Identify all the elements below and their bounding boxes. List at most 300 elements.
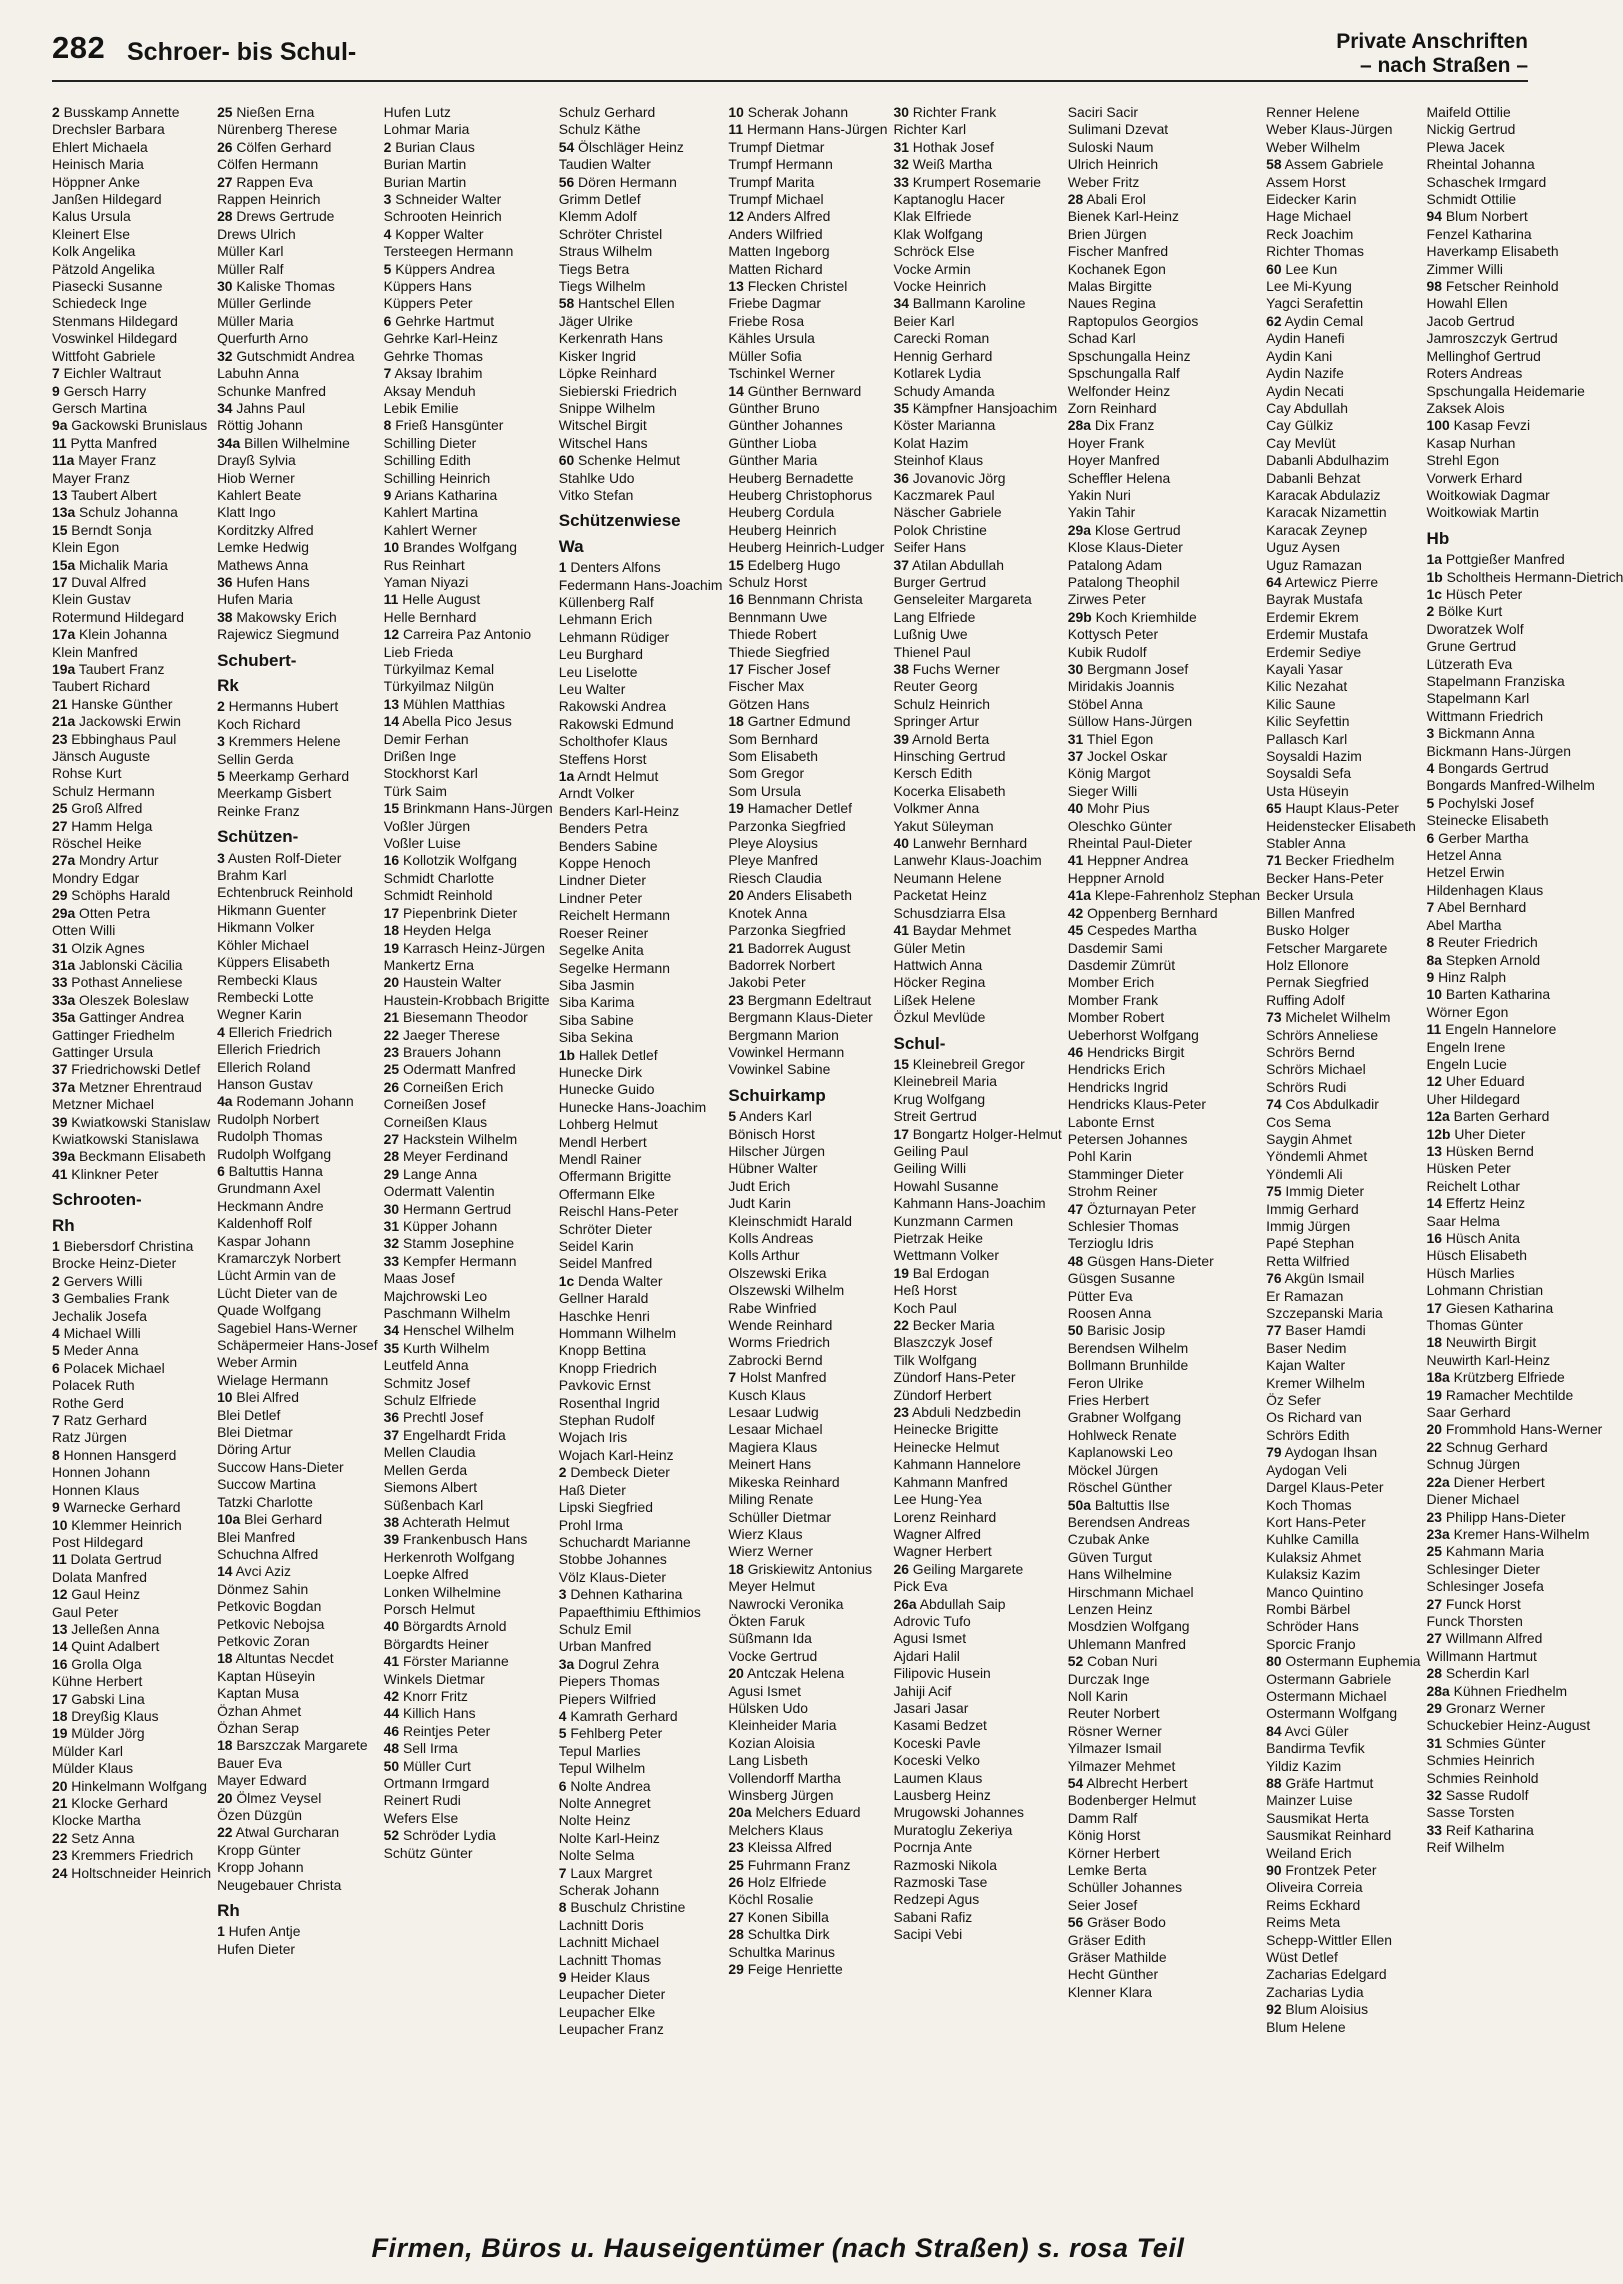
resident-entry: Weber Armin	[217, 1354, 298, 1371]
resident-entry: Som Elisabeth	[728, 748, 818, 765]
resident-entry: Steinecke Elisabeth	[1426, 812, 1549, 829]
house-number: 20	[383, 974, 400, 991]
resident-entry: Günther Johannes	[728, 417, 843, 434]
resident-entry: Bennmann Uwe	[728, 608, 828, 625]
resident-entry: Hanson Gustav	[217, 1075, 313, 1092]
resident-entry: Succow Martina	[217, 1476, 316, 1493]
house-number: 37a	[52, 1078, 76, 1095]
resident-entry: Thiede Robert	[728, 626, 817, 643]
resident-entry: Schilling Dieter	[383, 434, 477, 451]
resident-entry: 11 Engeln Hannelore	[1426, 1021, 1557, 1038]
resident-entry: Wojach Karl-Heinz	[558, 1446, 674, 1463]
resident-entry: Hage Michael	[1266, 208, 1352, 225]
resident-entry: Voswinkel Hildegard	[52, 330, 178, 347]
resident-entry: Rudolph Norbert	[217, 1110, 319, 1127]
house-number: 7	[52, 1412, 60, 1429]
resident-entry: Baser Nedim	[1266, 1339, 1347, 1356]
resident-entry: Diener Michael	[1426, 1491, 1520, 1508]
house-number: 28	[1426, 1665, 1442, 1682]
resident-entry: Olszewski Wilhelm	[728, 1282, 845, 1299]
resident-entry: Haustein-Krobbach Brigitte	[383, 991, 550, 1008]
resident-entry: 5 Meerkamp Gerhard	[217, 768, 350, 785]
house-number: 26	[893, 1560, 909, 1577]
resident-entry: 40 Lanwehr Bernhard	[893, 835, 1028, 852]
house-number: 21	[52, 1795, 68, 1811]
resident-entry: Günther Maria	[728, 452, 818, 469]
resident-entry: Schrooten Heinrich	[383, 208, 502, 225]
resident-entry: Küppers Elisabeth	[217, 954, 330, 971]
resident-entry: Rothe Gerd	[52, 1394, 124, 1411]
house-number: 28a	[1426, 1682, 1450, 1699]
resident-entry: Erdemir Ekrem	[1266, 608, 1359, 625]
resident-entry: 16 Bennmann Christa	[728, 591, 863, 608]
resident-entry: Hunecke Hans-Joachim	[558, 1098, 707, 1115]
house-number: 14	[217, 1563, 233, 1580]
house-number: 17	[1426, 1299, 1442, 1316]
resident-entry: Schulz Elfriede	[383, 1392, 477, 1409]
resident-entry: Packetat Heinz	[893, 887, 987, 904]
resident-entry: Rakowski Edmund	[558, 715, 674, 732]
resident-entry: Woitkowiak Dagmar	[1426, 486, 1550, 503]
house-number: 25	[52, 800, 68, 817]
resident-entry: Loepke Alfred	[383, 1566, 469, 1583]
resident-entry: Uguz Ramazan	[1266, 556, 1362, 573]
resident-entry: Schulz Gerhard	[558, 104, 656, 120]
house-number: 21a	[52, 713, 76, 730]
resident-entry: Vowinkel Hermann	[728, 1043, 845, 1060]
resident-entry: Drechsler Barbara	[52, 121, 165, 138]
resident-entry: Odermatt Valentin	[383, 1183, 495, 1200]
house-number: 64	[1266, 573, 1282, 590]
resident-entry: Grune Gertrud	[1426, 638, 1517, 655]
street-heading: Rh	[217, 1901, 240, 1921]
resident-entry: 34 Henschel Wilhelm	[383, 1322, 515, 1339]
house-number: 10	[728, 104, 744, 120]
resident-entry: 29 Lange Anna	[383, 1165, 478, 1182]
resident-entry: Schunke Manfred	[217, 382, 326, 399]
house-number: 22a	[1426, 1473, 1450, 1490]
house-number: 15	[893, 1055, 909, 1072]
resident-entry: Winkels Dietmar	[383, 1670, 485, 1687]
resident-entry: Neugebauer Christa	[217, 1876, 342, 1893]
directory-column	[1266, 104, 1420, 2200]
house-number: 10	[217, 1389, 233, 1406]
house-number: 29b	[1067, 608, 1092, 625]
resident-entry: Lücht Armin van de	[217, 1267, 336, 1284]
resident-entry: 8 Honnen Hansgerd	[52, 1446, 177, 1463]
resident-entry: 60 Schenke Helmut	[558, 452, 680, 469]
resident-entry: Hüsken Peter	[1426, 1160, 1511, 1177]
resident-entry: Kersch Edith	[893, 765, 973, 782]
resident-entry: Bandirma Tevfik	[1266, 1740, 1365, 1757]
resident-entry: 28 Drews Gertrude	[217, 208, 335, 225]
resident-entry: Klose Klaus-Dieter	[1067, 539, 1183, 556]
house-number: 32	[1426, 1787, 1442, 1803]
resident-entry: Meerkamp Gisbert	[217, 785, 332, 802]
resident-entry: Straus Wilhelm	[558, 243, 653, 260]
directory-columns	[52, 104, 1623, 2200]
resident-entry: Zirwes Peter	[1067, 591, 1146, 608]
resident-entry: Billen Manfred	[1266, 904, 1355, 921]
resident-entry: 31 Thiel Egon	[1067, 730, 1154, 747]
resident-entry: Uhlemann Manfred	[1067, 1635, 1186, 1652]
house-number: 16	[728, 591, 744, 608]
page-number: 282	[52, 30, 106, 65]
resident-entry: Benders Sabine	[558, 837, 658, 854]
house-number: 31a	[52, 956, 76, 973]
resident-entry: Schilling Edith	[383, 452, 471, 469]
resident-entry: 19 Hamacher Detlef	[728, 800, 852, 817]
resident-entry: Wittmann Friedrich	[1426, 707, 1544, 724]
resident-entry: Yöndemli Ali	[1266, 1165, 1343, 1182]
resident-entry: Heuberg Christophorus	[728, 486, 873, 503]
resident-entry: Pallasch Karl	[1266, 730, 1348, 747]
house-number: 4	[383, 225, 392, 242]
resident-entry: Plewa Jacek	[1426, 138, 1505, 155]
resident-entry: 92 Blum Aloisius	[1266, 2001, 1369, 2018]
resident-entry: Knopp Bettina	[558, 1342, 647, 1359]
house-number: 19a	[52, 661, 76, 677]
resident-entry: Schusdziarra Elsa	[893, 904, 1006, 921]
resident-entry: Schmies Heinrich	[1426, 1752, 1535, 1769]
resident-entry: Ostermann Gabriele	[1266, 1670, 1392, 1687]
resident-entry: Spschungalla Ralf	[1067, 365, 1180, 382]
resident-entry: Hetzel Anna	[1426, 847, 1502, 864]
resident-entry: Haverkamp Elisabeth	[1426, 243, 1559, 260]
resident-entry: Damm Ralf	[1067, 1809, 1138, 1826]
resident-entry: Lanwehr Klaus-Joachim	[893, 852, 1042, 869]
house-number: 35	[383, 1339, 400, 1356]
resident-entry: Kilic Nezahat	[1266, 678, 1348, 695]
resident-entry: 20 Ölmez Veysel	[217, 1789, 322, 1806]
street-heading: Rh	[52, 1215, 75, 1235]
resident-entry: 27 Funck Horst	[1426, 1595, 1521, 1612]
resident-entry: Heckmann Andre	[217, 1197, 324, 1214]
resident-entry: Sporcic Franjo	[1266, 1635, 1356, 1652]
house-number: 5	[217, 768, 225, 785]
resident-entry: Renner Helene	[1266, 104, 1360, 120]
resident-entry: Stobbe Johannes	[558, 1551, 667, 1568]
house-number: 5	[558, 1725, 567, 1742]
resident-entry: Leupacher Elke	[558, 2003, 656, 2020]
resident-entry: 29 Feige Henriette	[728, 1961, 843, 1978]
street-heading: Schützen-	[217, 827, 299, 847]
resident-entry: Yakin Nuri	[1067, 486, 1131, 503]
house-number: 3	[1426, 725, 1435, 742]
house-number: 19	[893, 1264, 909, 1281]
resident-entry: Kerkenrath Hans	[558, 330, 663, 347]
resident-entry: Lee Hung-Yea	[893, 1491, 982, 1508]
resident-entry: Seidel Manfred	[558, 1255, 653, 1272]
resident-entry: 5 Küppers Andrea	[383, 260, 495, 277]
resident-entry: Bickmann Hans-Jürgen	[1426, 742, 1571, 759]
resident-entry: Maifeld Ottilie	[1426, 104, 1511, 120]
resident-entry: Stabler Anna	[1266, 835, 1346, 852]
house-number: 20	[217, 1789, 233, 1806]
resident-entry: 19 Ramacher Mechtilde	[1426, 1386, 1574, 1403]
resident-entry: 52 Coban Nuri	[1067, 1653, 1158, 1670]
resident-entry: Kilic Seyfettin	[1266, 713, 1350, 730]
resident-entry: Lützerath Eva	[1426, 655, 1513, 672]
resident-entry: Hennig Gerhard	[893, 347, 993, 364]
resident-entry: Türkyilmaz Nilgün	[383, 678, 495, 695]
resident-entry: Kulaksiz Ahmet	[1266, 1548, 1362, 1565]
resident-entry: Aksay Menduh	[383, 382, 476, 399]
house-number: 1c	[1426, 585, 1442, 602]
resident-entry: Schilling Heinrich	[383, 469, 491, 486]
resident-entry: Hoyer Frank	[1067, 434, 1145, 451]
resident-entry: Yakin Tahir	[1067, 504, 1136, 521]
resident-entry: Heinecke Brigitte	[893, 1421, 999, 1438]
resident-entry: 15 Kleinebreil Gregor	[893, 1055, 1025, 1072]
resident-entry: 13 Flecken Christel	[728, 278, 848, 295]
resident-entry: Siba Jasmin	[558, 976, 635, 993]
resident-entry: 29 Schöphs Harald	[52, 887, 171, 904]
house-number: 21	[728, 939, 744, 956]
resident-entry: Türkyilmaz Kemal	[383, 661, 495, 677]
house-number: 17	[383, 904, 400, 921]
resident-entry: Lohberg Helmut	[558, 1116, 658, 1133]
resident-entry: Majchrowski Leo	[383, 1287, 488, 1304]
resident-entry: 2 Hermanns Hubert	[217, 698, 339, 715]
resident-entry: Wojach Iris	[558, 1429, 628, 1446]
resident-entry: 22 Jaeger Therese	[383, 1026, 501, 1043]
resident-entry: Lee Mi-Kyung	[1266, 278, 1352, 295]
resident-entry: 32 Weiß Martha	[893, 156, 993, 173]
resident-entry: Sulimani Dzevat	[1067, 121, 1169, 138]
resident-entry: Gräser Edith	[1067, 1931, 1146, 1948]
resident-entry: Vollendorff Martha	[728, 1769, 841, 1786]
resident-entry: Winsberg Jürgen	[728, 1787, 834, 1803]
house-number: 4	[217, 1023, 225, 1040]
resident-entry: 22 Becker Maria	[893, 1317, 995, 1334]
resident-entry: 74 Cos Abdulkadir	[1266, 1096, 1379, 1113]
house-number: 9	[1426, 968, 1435, 985]
resident-entry: 6 Gerber Martha	[1426, 829, 1529, 846]
house-number: 2	[558, 1464, 567, 1481]
house-number: 30	[383, 1200, 400, 1217]
resident-entry: Reims Eckhard	[1266, 1896, 1361, 1913]
resident-entry: 3 Bickmann Anna	[1426, 725, 1535, 742]
house-number: 1	[558, 559, 567, 576]
resident-entry: Nawrocki Veronika	[728, 1595, 844, 1612]
resident-entry: Ratz Jürgen	[52, 1429, 127, 1446]
resident-entry: Querfurth Arno	[217, 330, 309, 347]
resident-entry: Heinisch Maria	[52, 156, 144, 173]
resident-entry: Jasari Jasar	[893, 1699, 969, 1716]
resident-entry: Hübner Walter	[728, 1160, 818, 1177]
resident-entry: 22 Atwal Gurcharan	[217, 1824, 340, 1841]
resident-entry: 41 Förster Marianne	[383, 1653, 509, 1670]
resident-entry: Vitko Stefan	[558, 486, 634, 503]
house-number: 12	[383, 626, 400, 643]
resident-entry: 18 Heyden Helga	[383, 922, 491, 939]
house-number: 23	[52, 730, 68, 747]
resident-entry: Klocke Martha	[52, 1812, 141, 1829]
resident-entry: Rohse Kurt	[52, 765, 122, 782]
resident-entry: Jäger Ulrike	[558, 312, 633, 329]
resident-entry: Wielage Hermann	[217, 1371, 329, 1388]
house-number: 8a	[1426, 951, 1442, 968]
resident-entry: Hufen Dieter	[217, 1940, 296, 1957]
resident-entry: 58 Hantschel Ellen	[558, 295, 675, 312]
street-heading: Schützenwiese	[558, 511, 681, 531]
resident-entry: 24 Holtschneider Heinrich	[52, 1864, 212, 1881]
resident-entry: Koceski Velko	[893, 1752, 980, 1769]
resident-entry: Karacak Nizamettin	[1266, 504, 1387, 521]
resident-entry: 29a Otten Petra	[52, 904, 151, 921]
resident-entry: Haß Dieter	[558, 1481, 626, 1498]
resident-entry: Sagebiel Hans-Werner	[217, 1319, 358, 1336]
street-heading: Wa	[558, 536, 584, 556]
resident-entry: 31 Hothak Josef	[893, 138, 994, 155]
resident-entry: Metzner Michael	[52, 1096, 154, 1113]
resident-entry: 15 Brinkmann Hans-Jürgen	[383, 800, 553, 817]
resident-entry: Hendricks Erich	[1067, 1061, 1166, 1078]
resident-entry: Höppner Anke	[52, 173, 141, 190]
resident-entry: Kajan Walter	[1266, 1357, 1346, 1374]
resident-entry: Pohl Karin	[1067, 1148, 1132, 1165]
house-number: 33	[383, 1252, 400, 1269]
resident-entry: Matten Richard	[728, 260, 823, 277]
directory-column	[893, 104, 1061, 2200]
resident-entry: Otten Willi	[52, 922, 116, 939]
house-number: 39	[893, 730, 909, 747]
resident-entry: Mondry Edgar	[52, 869, 140, 886]
resident-entry: 7 Eichler Waltraut	[52, 365, 162, 382]
house-number: 2	[52, 104, 60, 120]
resident-entry: Lemke Berta	[1067, 1862, 1147, 1879]
resident-entry: Adrovic Tufo	[893, 1612, 971, 1629]
resident-entry: Grundmann Axel	[217, 1180, 321, 1197]
resident-entry: Zacharias Lydia	[1266, 1983, 1364, 2000]
resident-entry: Maas Josef	[383, 1270, 455, 1287]
resident-entry: Özkul Mevlüde	[893, 1009, 986, 1026]
house-number: 52	[1067, 1653, 1084, 1670]
resident-entry: 37a Metzner Ehrentraud	[52, 1078, 202, 1095]
house-number: 58	[558, 295, 575, 312]
house-number: 39	[383, 1531, 400, 1548]
resident-entry: 23 Ebbinghaus Paul	[52, 730, 177, 747]
resident-entry: 23a Kremer Hans-Wilhelm	[1426, 1525, 1590, 1542]
resident-entry: Müller Karl	[217, 243, 284, 260]
house-number: 3	[52, 1290, 60, 1307]
house-number: 39a	[52, 1148, 76, 1165]
resident-entry: Kolk Angelika	[52, 243, 136, 260]
resident-entry: Korditzky Alfred	[217, 521, 314, 538]
house-number: 4	[1426, 760, 1435, 777]
resident-entry: Stöbel Anna	[1067, 695, 1143, 712]
resident-entry: Mainzer Luise	[1266, 1792, 1353, 1809]
resident-entry: 5 Anders Karl	[728, 1108, 812, 1125]
house-number: 27	[52, 817, 68, 834]
resident-entry: Özhan Ahmet	[217, 1702, 302, 1719]
resident-entry: Helle Bernhard	[383, 608, 477, 625]
house-number: 20	[52, 1777, 68, 1794]
house-number: 9	[383, 486, 392, 503]
resident-entry: 37 Engelhardt Frida	[383, 1426, 506, 1443]
house-number: 33	[1426, 1821, 1442, 1838]
house-number: 18	[217, 1650, 233, 1667]
house-number: 79	[1266, 1444, 1282, 1461]
resident-entry: 28 Meyer Ferdinand	[383, 1148, 508, 1165]
resident-entry: Kottysch Peter	[1067, 626, 1159, 643]
resident-entry: Uher Hildegard	[1426, 1090, 1520, 1107]
house-number: 14	[383, 713, 400, 730]
resident-entry: 21 Klocke Gerhard	[52, 1795, 168, 1811]
resident-entry: Lorenz Reinhard	[893, 1508, 997, 1525]
resident-entry: Schrörs Edith	[1266, 1426, 1350, 1443]
resident-entry: 20 Hinkelmann Wolfgang	[52, 1777, 207, 1794]
resident-entry: Strehl Egon	[1426, 452, 1500, 469]
resident-entry: Pietrzak Heike	[893, 1230, 984, 1246]
resident-entry: Zimmer Willi	[1426, 260, 1503, 277]
house-number: 29	[383, 1165, 400, 1182]
resident-entry: Bergmann Klaus-Dieter	[728, 1009, 873, 1026]
resident-entry: 27 Willmann Alfred	[1426, 1630, 1543, 1647]
resident-entry: Hendricks Ingrid	[1067, 1078, 1169, 1095]
resident-entry: Vocke Heinrich	[893, 278, 987, 295]
resident-entry: Malas Birgitte	[1067, 278, 1152, 295]
house-number: 19	[52, 1725, 68, 1742]
resident-entry: 4a Rodemann Johann	[217, 1093, 354, 1110]
resident-entry: Hommann Wilhelm	[558, 1325, 677, 1342]
resident-entry: 23 Brauers Johann	[383, 1043, 502, 1060]
resident-entry: 3 Kremmers Helene	[217, 733, 341, 750]
resident-entry: Yilmazer Ismail	[1067, 1740, 1162, 1757]
resident-entry: Offermann Brigitte	[558, 1168, 672, 1185]
house-number: 10	[383, 539, 400, 556]
resident-entry: 29b Koch Kriemhilde	[1067, 608, 1197, 625]
resident-entry: Hecht Günther	[1067, 1966, 1159, 1983]
resident-entry: 58 Assem Gabriele	[1266, 156, 1384, 173]
resident-entry: Leupacher Franz	[558, 2021, 664, 2038]
house-number: 26	[728, 1874, 744, 1891]
resident-entry: Küppers Peter	[383, 295, 473, 312]
resident-entry: Holz Ellonore	[1266, 956, 1349, 973]
resident-entry: Trumpf Michael	[728, 191, 824, 208]
house-number: 46	[383, 1722, 400, 1739]
resident-entry: Kahmann Hans-Joachim	[893, 1195, 1046, 1212]
house-number: 35a	[52, 1009, 76, 1026]
resident-entry: Schütz Günter	[383, 1844, 473, 1861]
house-number: 11	[52, 434, 67, 451]
resident-entry: Cos Sema	[1266, 1113, 1331, 1130]
resident-entry: Tschinkel Werner	[728, 365, 835, 382]
resident-entry: Höcker Regina	[893, 974, 986, 991]
resident-entry: Weiland Erich	[1266, 1844, 1352, 1861]
resident-entry: 28 Scherdin Karl	[1426, 1665, 1530, 1682]
resident-entry: Schmidt Charlotte	[383, 869, 495, 886]
house-number: 2	[217, 698, 225, 715]
resident-entry: Neumann Helene	[893, 869, 1002, 886]
house-number: 4a	[217, 1093, 233, 1110]
house-number: 15	[52, 521, 68, 538]
resident-entry: Blum Helene	[1266, 2018, 1346, 2035]
resident-entry: Immig Gerhard	[1266, 1200, 1359, 1217]
resident-entry: Dargel Klaus-Peter	[1266, 1479, 1384, 1496]
resident-entry: 19a Taubert Franz	[52, 661, 165, 677]
resident-entry: 25 Kahmann Maria	[1426, 1543, 1544, 1560]
resident-entry: Uguz Aysen	[1266, 539, 1340, 556]
resident-entry: Ortmann Irmgard	[383, 1775, 490, 1791]
resident-entry: Kahlert Martina	[383, 504, 478, 521]
resident-entry: Bodenberger Helmut	[1067, 1792, 1196, 1809]
resident-entry: Ostermann Wolfgang	[1266, 1705, 1398, 1722]
resident-entry: Mikeska Reinhard	[728, 1473, 840, 1490]
resident-entry: Kozian Aloisia	[728, 1734, 815, 1751]
house-number: 1	[217, 1923, 225, 1940]
